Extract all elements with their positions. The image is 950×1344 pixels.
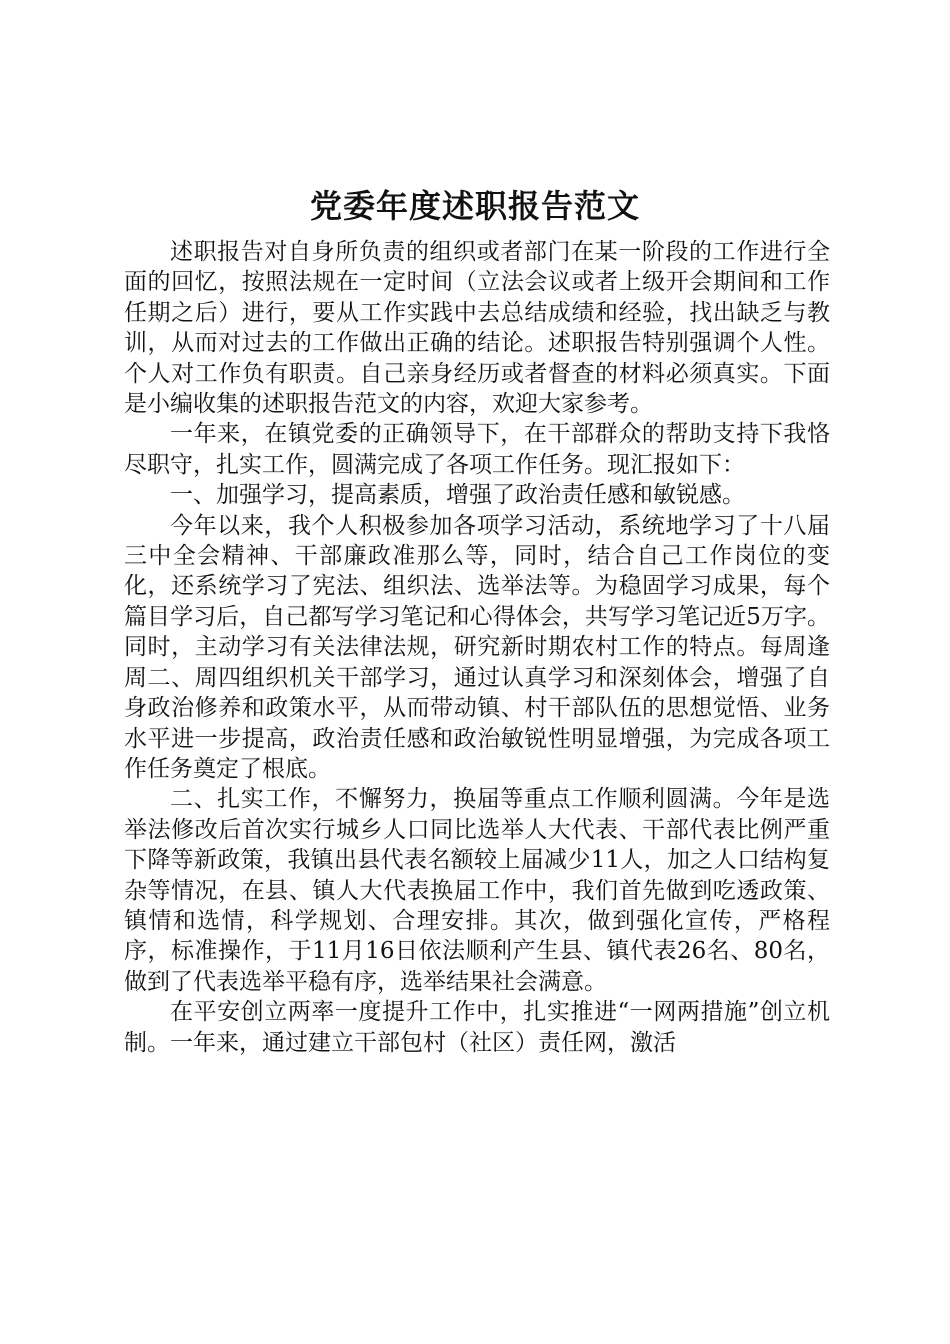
section-heading-work: 二、扎实工作，不懈努力，换届等重点工作顺利圆满。今年是选举法修改后首次实行城乡人口同比选举人大代表、干部代表比例严重下降等新政策，我镇出县代表名额较上届减少11人，加之人口结构复杂等情况，在县、镇人大代表换届工作中，我们首先做到吃透政策、镇情和选情，科学规划、合理安排。其次，做到强化宣传，严格程序，标准操作，于11月16日依法顺利产生县、镇代表26名、80名，做到了代表选举平稳有序，选举结果社会满意。 xyxy=(124,786,830,995)
paragraph-opening: 一年来，在镇党委的正确领导下，在干部群众的帮助支持下我恪尽职守，扎实工作，圆满完成了各项工作任务。现汇报如下： xyxy=(124,421,830,478)
paragraph-safety: 在平安创立两率一度提升工作中，扎实推进“一网两措施”创立机制。一年来，通过建立干部包村（社区）责任网，激活 xyxy=(124,999,830,1056)
section-heading-study: 一、加强学习，提高素质，增强了政治责任感和敏锐感。 xyxy=(170,482,745,509)
paragraph-intro: 述职报告对自身所负责的组织或者部门在某一阶段的工作进行全面的回忆，按照法规在一定时间（立法会议或者上级开会期间和工作任期之后）进行，要从工作实践中去总结成绩和经验，找出缺乏与教训，从而对过去的工作做出正确的结论。述职报告特别强调个人性。个人对工作负有职责。自己亲身经历或者督查的材料必须真实。下面是小编收集的述职报告范文的内容，欢迎大家参考。 xyxy=(124,239,830,418)
document-body xyxy=(124,237,830,1058)
paragraph-study: 今年以来，我个人积极参加各项学习活动，系统地学习了十八届三中全会精神、干部廉政准那么等，同时，结合自己工作岗位的变化，还系统学习了宪法、组织法、选举法等。为稳固学习成果，每个篇目学习后，自己都写学习笔记和心得体会，共写学习笔记近5万字。同时，主动学习有关法律法规，研究新时期农村工作的特点。每周逢周二、周四组织机关干部学习，通过认真学习和深刻体会，增强了自身政治修养和政策水平，从而带动镇、村干部队伍的思想觉悟、业务水平进一步提高，政治责任感和政治敏锐性明显增强，为完成各项工作任务奠定了根底。 xyxy=(124,512,830,782)
document-title: 党委年度述职报告范文 xyxy=(309,187,640,225)
